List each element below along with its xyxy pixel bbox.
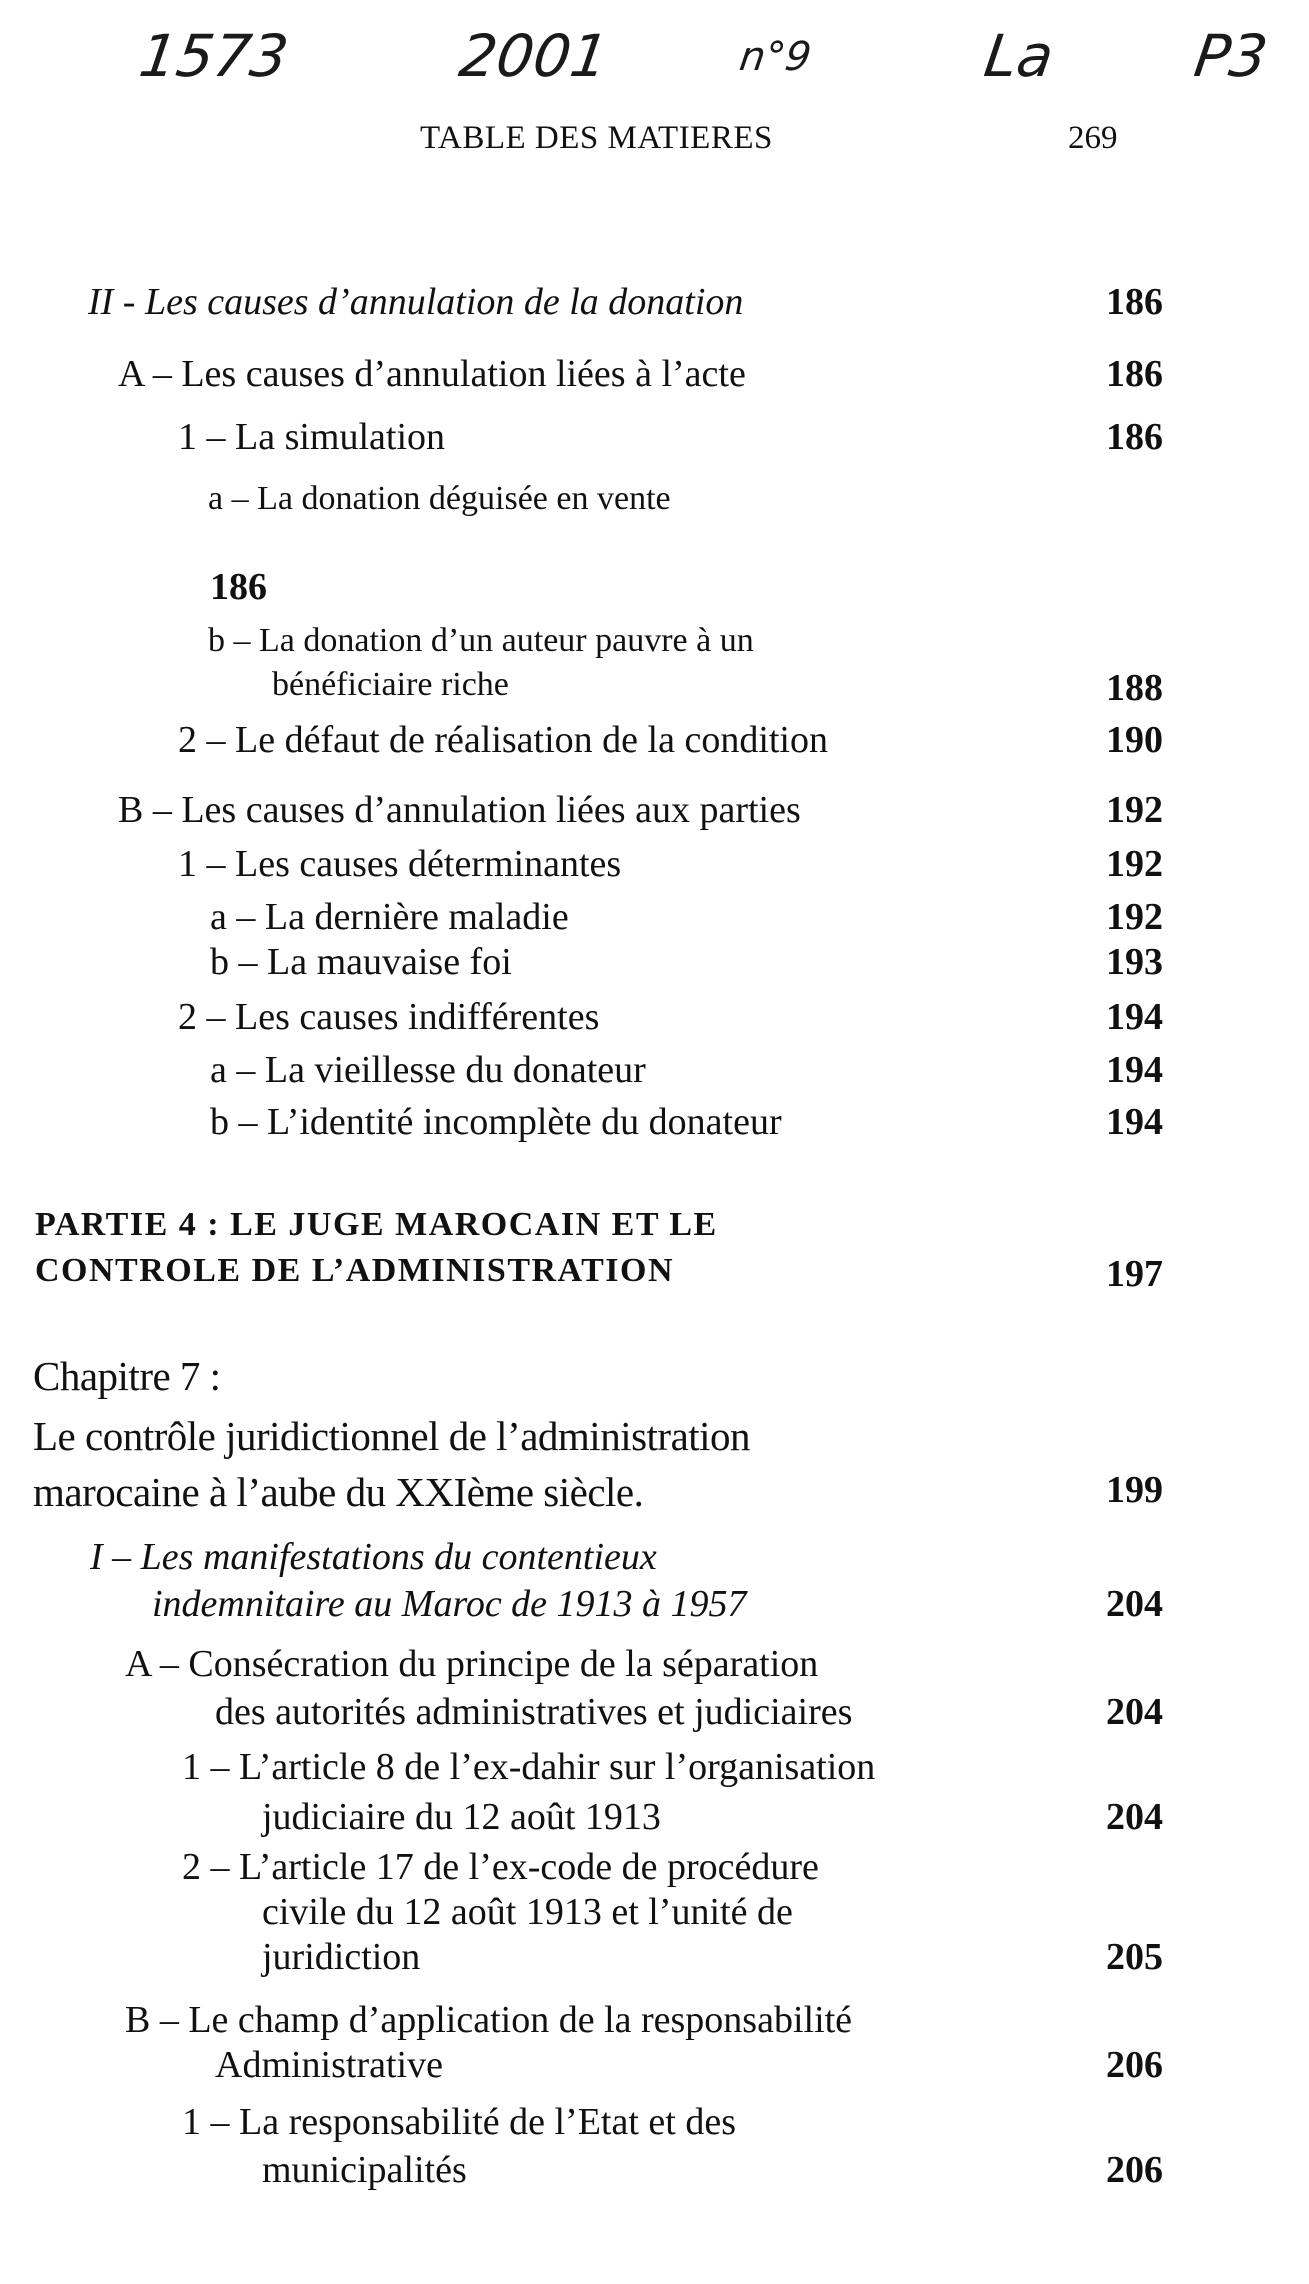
handwritten-note: 2001 (455, 22, 613, 90)
toc-entry-text: B – Les causes d’annulation liées aux parties (118, 789, 801, 831)
toc-entry-text: B – Le champ d’application de la responsabilité (125, 1999, 853, 2041)
toc-entry-page: 192 (1106, 843, 1163, 885)
toc-entry-page: 192 (1106, 789, 1163, 831)
toc-entry-page: 186 (1106, 416, 1163, 458)
toc-entry-text: 1 – Les causes déterminantes (178, 843, 622, 885)
toc-entry-text: b – La mauvaise foi (210, 941, 512, 983)
toc-entry-text: marocaine à l’aube du XXIème siècle. (33, 1469, 644, 1515)
handwritten-note: n°9 (736, 34, 815, 80)
toc-entry-page: 206 (1106, 2149, 1163, 2191)
toc-entry-text: Administrative (215, 2044, 443, 2086)
toc-entry-text: bénéficiaire riche (272, 666, 509, 703)
toc-entry-text: PARTIE 4 : LE JUGE MAROCAIN ET LE (35, 1206, 718, 1243)
handwritten-note: La (980, 22, 1058, 90)
toc-entry-text: 2 – L’article 17 de l’ex-code de procédure (182, 1846, 819, 1888)
toc-entry-text: A – Les causes d’annulation liées à l’acte (118, 353, 746, 395)
toc-entry-page: 190 (1106, 719, 1163, 761)
toc-entry-page: 186 (210, 566, 267, 608)
toc-entry-text: I – Les manifestations du contentieux (90, 1536, 657, 1578)
toc-entry-text: des autorités administratives et judiciaires (215, 1691, 853, 1733)
handwritten-note: 1573 (135, 22, 293, 90)
toc-entry-text: II - Les causes d’annulation de la donation (88, 281, 744, 323)
toc-entry-page: 204 (1106, 1796, 1163, 1838)
toc-entry-page: 192 (1106, 896, 1163, 938)
toc-entry-page: 193 (1106, 941, 1163, 983)
toc-entry-text: 1 – La responsabilité de l’Etat et des (182, 2101, 736, 2143)
page-number: 269 (1068, 120, 1118, 156)
toc-entry-text: 1 – La simulation (178, 416, 446, 458)
toc-entry-page: 199 (1106, 1469, 1163, 1511)
toc-entry-page: 186 (1106, 281, 1163, 323)
toc-entry-page: 205 (1106, 1936, 1163, 1978)
toc-entry-text: juridiction (262, 1936, 421, 1978)
toc-entry-text: b – L’identité incomplète du donateur (210, 1101, 782, 1143)
toc-entry-page: 194 (1106, 1101, 1163, 1143)
toc-entry-text: CONTROLE DE L’ADMINISTRATION (35, 1252, 674, 1289)
toc-entry-text: a – La donation déguisée en vente (208, 480, 671, 517)
toc-entry-page: 197 (1106, 1253, 1163, 1295)
toc-entry-page: 204 (1106, 1583, 1163, 1625)
toc-entry-text: civile du 12 août 1913 et l’unité de (262, 1891, 793, 1933)
toc-entry-text: Le contrôle juridictionnel de l’administration (33, 1413, 751, 1459)
running-title: TABLE DES MATIERES (420, 120, 773, 156)
handwritten-note: P3 (1190, 22, 1272, 90)
toc-entry-page: 204 (1106, 1691, 1163, 1733)
toc-entry-text: A – Consécration du principe de la séparation (125, 1643, 819, 1685)
toc-entry-text: a – La vieillesse du donateur (210, 1049, 646, 1091)
toc-entry-text: a – La dernière maladie (210, 896, 569, 938)
toc-entry-text: 2 – Les causes indifférentes (178, 996, 600, 1038)
toc-entry-text: 2 – Le défaut de réalisation de la condition (178, 719, 828, 761)
toc-entry-page: 188 (1106, 667, 1163, 709)
toc-entry-page: 206 (1106, 2044, 1163, 2086)
toc-entry-text: b – La donation d’un auteur pauvre à un (208, 622, 754, 659)
toc-entry-text: 1 – L’article 8 de l’ex-dahir sur l’organisation (182, 1746, 876, 1788)
toc-entry-text: indemnitaire au Maroc de 1913 à 1957 (152, 1583, 747, 1625)
toc-entry-page: 194 (1106, 996, 1163, 1038)
toc-entry-text: judiciaire du 12 août 1913 (262, 1796, 661, 1838)
toc-entry-text: municipalités (262, 2149, 467, 2191)
toc-entry-page: 186 (1106, 353, 1163, 395)
toc-entry-text: Chapitre 7 : (33, 1353, 221, 1399)
toc-entry-page: 194 (1106, 1049, 1163, 1091)
